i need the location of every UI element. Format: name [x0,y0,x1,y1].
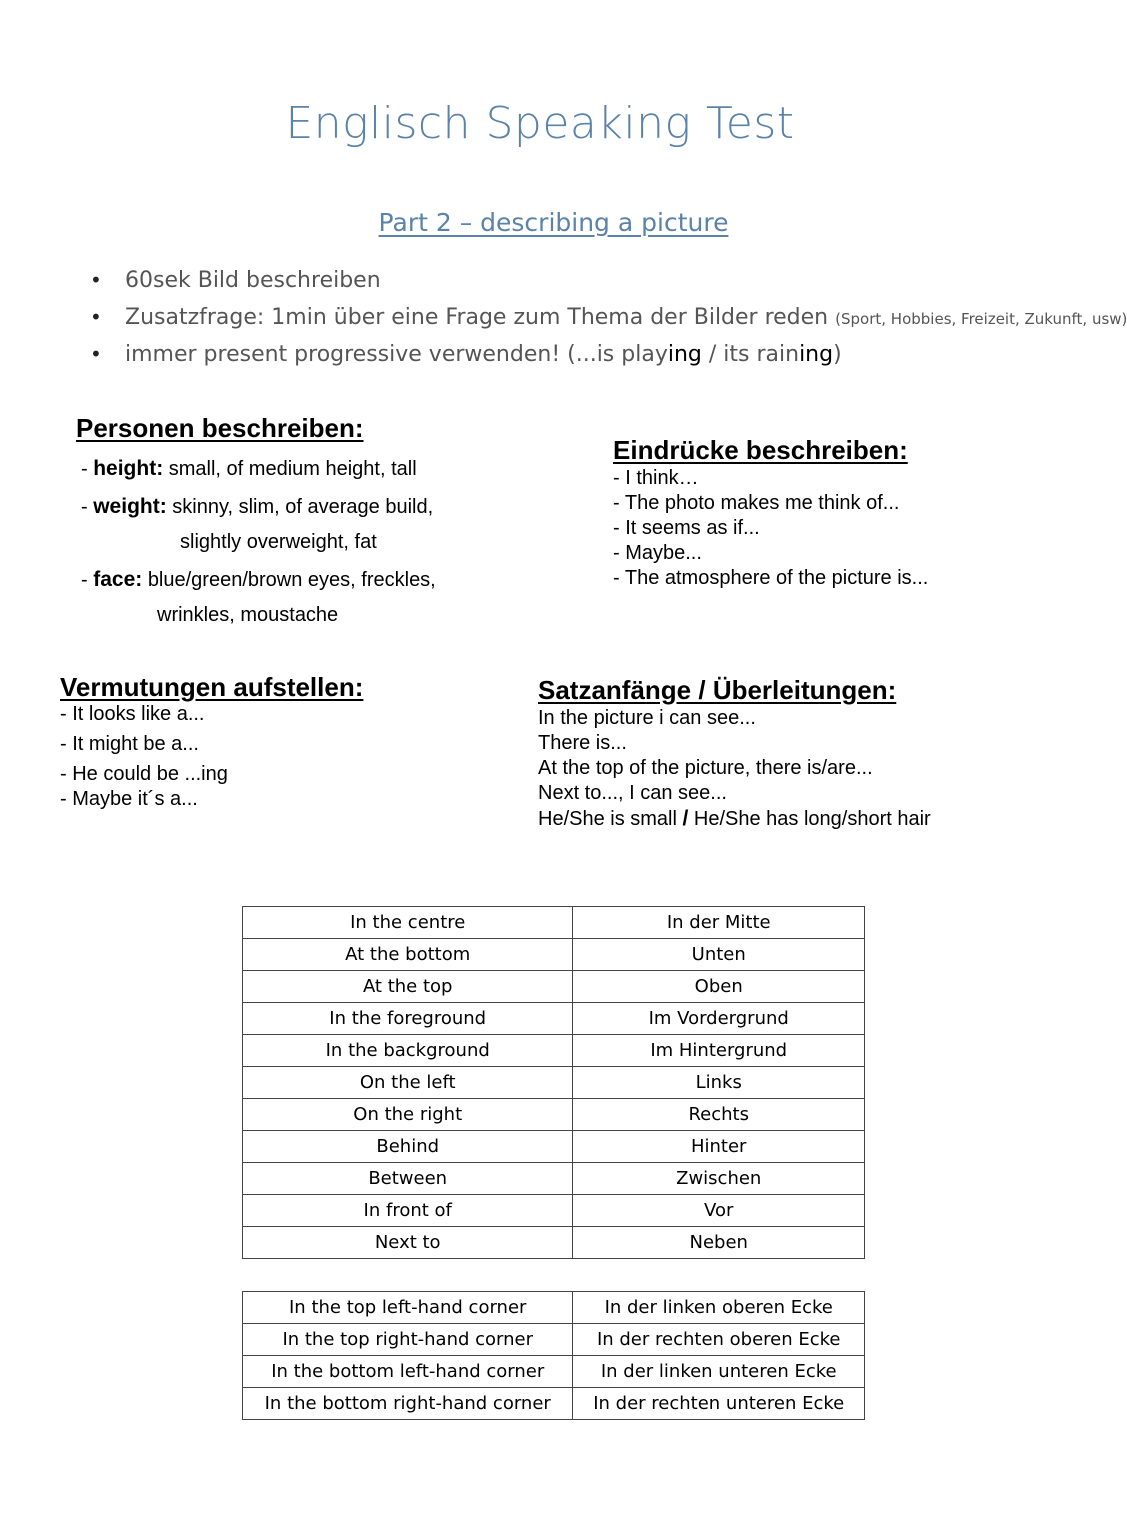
vermutungen-heading: Vermutungen aufstellen: [60,672,364,702]
bullet-list [90,262,1127,373]
corner-vocab-table [242,1291,865,1420]
satzanfaenge-line: At the top of the picture, there is/are... [538,757,873,779]
table-row [243,1131,865,1163]
vermutungen-line: - It looks like a... [60,703,205,725]
table-cell-en: In the centre [243,907,573,939]
table-row [243,1099,865,1131]
eindruecke-heading: Eindrücke beschreiben: [613,435,908,465]
table-cell-en: Next to [243,1227,573,1259]
table-cell-en: Between [243,1163,573,1195]
table-cell-de: Im Vordergrund [573,1003,865,1035]
vermutungen-section [60,672,363,703]
eindruecke-section [613,435,928,591]
personen-face-line: - face: blue/green/brown eyes, freckles, [81,568,436,591]
table-row [243,1035,865,1067]
table-cell-de: Im Hintergrund [573,1035,865,1067]
section-subtitle: Part 2 – describing a picture [378,208,729,237]
bullet-note: (Sport, Hobbies, Freizeit, Zukunft, usw) [835,310,1127,328]
bullet-icon: • [90,268,102,292]
page-title: Englisch Speaking Test [285,98,795,149]
table-cell-de: Zwischen [573,1163,865,1195]
vermutungen-line: - He could be ...ing [60,763,228,785]
position-vocab-table [242,906,865,1259]
table-cell-en: At the top [243,971,573,1003]
personen-section [76,413,364,444]
table-row [243,1003,865,1035]
table-cell-de: In der Mitte [573,907,865,939]
table-cell-en: On the left [243,1067,573,1099]
table-cell-de: In der rechten unteren Ecke [573,1388,865,1420]
table-cell-de: Rechts [573,1099,865,1131]
table-cell-de: Oben [573,971,865,1003]
satzanfaenge-heading: Satzanfänge / Überleitungen: [538,675,897,705]
vermutungen-line: - It might be a... [60,733,199,755]
table-row [243,1356,865,1388]
table-row [243,939,865,971]
table-row [243,907,865,939]
table-cell-de: Hinter [573,1131,865,1163]
table-row [243,971,865,1003]
bullet-item: • 60sek Bild beschreiben [90,262,1070,299]
table-row [243,1067,865,1099]
personen-weight-line: - weight: skinny, slim, of average build, [81,495,434,518]
table-cell-de: Neben [573,1227,865,1259]
eindruecke-line: - The atmosphere of the picture is... [613,567,929,589]
table-row [243,1227,865,1259]
table-cell-en: In the top left-hand corner [243,1292,573,1324]
table-row [243,1163,865,1195]
table-cell-de: Vor [573,1195,865,1227]
satzanfaenge-section [538,675,931,832]
bullet-item: • Zusatzfrage: 1min über eine Frage zum Thema der Bilder reden (Sport, Hobbies, Freizeit, Zukunft, usw) [90,299,1070,336]
table-cell-en: Behind [243,1131,573,1163]
personen-face-line2: wrinkles, moustache [157,604,339,626]
table-row [243,1195,865,1227]
eindruecke-line: - Maybe... [613,542,702,564]
table-cell-de: Unten [573,939,865,971]
table-row [243,1388,865,1420]
table-cell-en: In the bottom right-hand corner [243,1388,573,1420]
personen-heading: Personen beschreiben: [76,413,364,443]
satzanfaenge-line: In the picture i can see... [538,707,756,729]
table-cell-de: In der linken unteren Ecke [573,1356,865,1388]
vermutungen-line: - Maybe it´s a... [60,788,198,810]
bullet-item: • immer present progressive verwenden! (...is playing / its raining) [90,336,1070,373]
table-row [243,1324,865,1356]
satzanfaenge-line: Next to..., I can see... [538,782,727,804]
table-cell-en: In the top right-hand corner [243,1324,573,1356]
personen-height-line: - height: small, of medium height, tall [81,457,417,480]
table-cell-en: In the foreground [243,1003,573,1035]
satzanfaenge-line: There is... [538,732,627,754]
bullet-icon: • [90,305,102,329]
table-cell-en: At the bottom [243,939,573,971]
personen-weight-line2: slightly overweight, fat [180,531,377,553]
table-cell-de: In der linken oberen Ecke [573,1292,865,1324]
bullet-icon: • [90,342,102,366]
satzanfaenge-line: He/She is small / He/She has long/short hair [538,807,931,830]
table-cell-en: In front of [243,1195,573,1227]
table-cell-de: In der rechten oberen Ecke [573,1324,865,1356]
eindruecke-line: - It seems as if... [613,517,760,539]
table-cell-de: Links [573,1067,865,1099]
eindruecke-line: - The photo makes me think of... [613,492,900,514]
table-cell-en: On the right [243,1099,573,1131]
table-cell-en: In the background [243,1035,573,1067]
table-cell-en: In the bottom left-hand corner [243,1356,573,1388]
eindruecke-line: - I think… [613,467,699,489]
table-row [243,1292,865,1324]
